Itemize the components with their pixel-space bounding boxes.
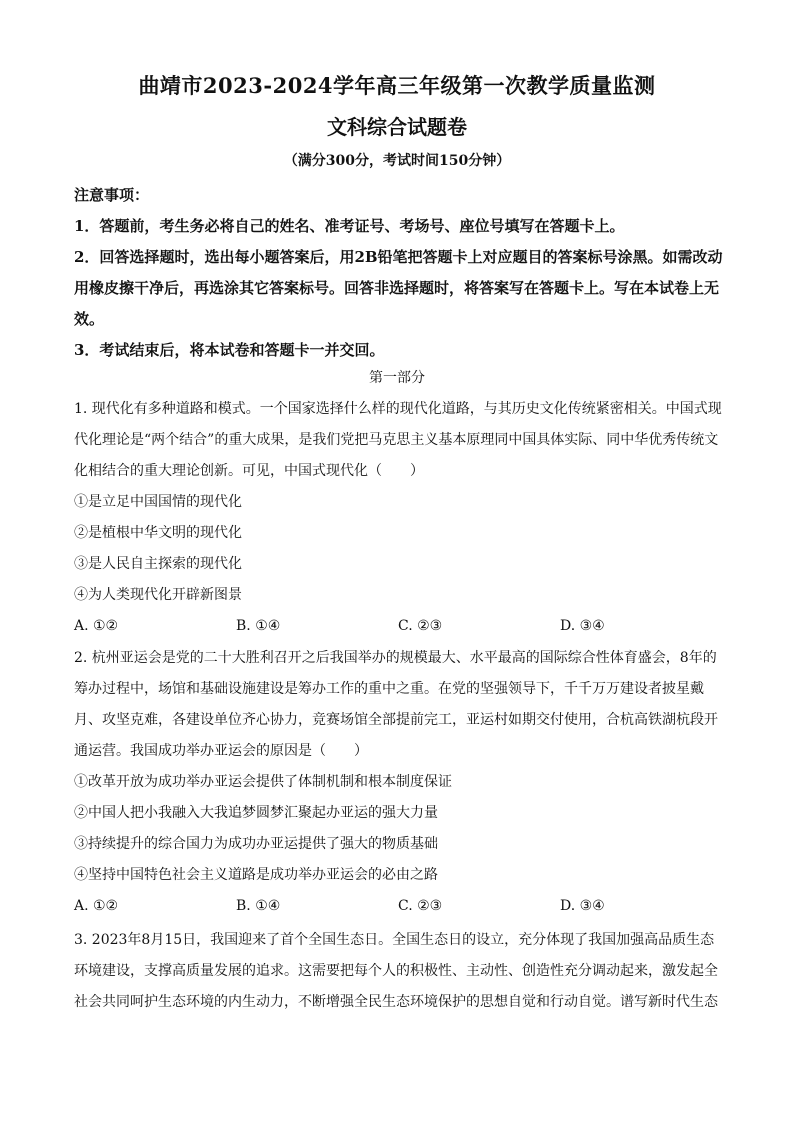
question-2-statement-3: ③持续提升的综合国力为成功办亚运提供了强大的物质基础 — [74, 836, 438, 852]
notice-heading: 注意事项： — [74, 186, 150, 204]
exam-subtitle: 文科综合试题卷 — [327, 115, 467, 139]
question-1-statement-3: ③是人民自主探索的现代化 — [74, 556, 242, 572]
part-title: 第一部分 — [369, 370, 425, 386]
question-2-options — [74, 891, 724, 922]
question-1-statement-1: ①是立足中国国情的现代化 — [74, 494, 242, 510]
question-1 — [74, 394, 724, 642]
score-time-note: （满分300分，考试时间150分钟） — [283, 153, 511, 169]
question-3-stem: 3. 2023年8月15日，我国迎来了首个全国生态日。全国生态日的设立，充分体现了我国加强高品质生态环境建设，支撑高质量发展的追求。这需要把每个人的积极性、主动性、创造性充分调动起来，激发起全社会共同呵护生态环境的内生动力，不断增强全民生态环境保护的思想自觉和行动自觉。谱写新时代生态 — [74, 932, 718, 1010]
exam-title: 曲靖市2023-2024学年高三年级第一次教学质量监测 — [138, 73, 656, 98]
notice-item-1: 1．答题前，考生务必将自己的姓名、准考证号、考场号、座位号填写在答题卡上。 — [74, 217, 625, 235]
question-1-options — [74, 611, 724, 642]
question-2-option-b: B. ①④ — [236, 898, 281, 914]
question-2 — [74, 643, 724, 922]
question-1-option-a: A. ①② — [74, 618, 119, 634]
question-2-option-d: D. ③④ — [560, 898, 605, 914]
question-3 — [74, 925, 724, 1018]
question-2-statement-1: ①改革开放为成功举办亚运会提供了体制机制和根本制度保证 — [74, 774, 452, 790]
question-1-statement-2: ②是植根中华文明的现代化 — [74, 525, 242, 541]
question-2-statement-4: ④坚持中国特色社会主义道路是成功举办亚运会的必由之路 — [74, 867, 438, 883]
notice-section — [74, 180, 724, 366]
question-1-option-b: B. ①④ — [236, 618, 281, 634]
question-1-option-d: D. ③④ — [560, 618, 605, 634]
question-1-statement-4: ④为人类现代化开辟新图景 — [74, 587, 242, 603]
question-2-stem: 2. 杭州亚运会是党的二十大胜利召开之后我国举办的规模最大、水平最高的国际综合性体育盛会，8年的筹办过程中，场馆和基础设施建设是筹办工作的重中之重。在党的坚强领导下，千千万万建设者披星戴月、攻坚克难，各建设单位齐心协力，竞赛场馆全部提前完工，亚运村如期交付使用，合杭高铁湖杭段开通运营。我国成功举办亚运会的原因是（ ） — [74, 650, 718, 759]
question-2-option-c: C. ②③ — [398, 898, 443, 914]
question-1-option-c: C. ②③ — [398, 618, 443, 634]
question-1-stem: 1. 现代化有多种道路和模式。一个国家选择什么样的现代化道路，与其历史文化传统紧密相关。中国式现代化理论是“两个结合”的重大成果，是我们党把马克思主义基本原理同中国具体实际、同中华优秀传统文化相结合的重大理论创新。可见，中国式现代化（ ） — [74, 401, 722, 479]
notice-item-3: 3．考试结束后，将本试卷和答题卡一并交回。 — [74, 341, 385, 359]
notice-item-2: 2．回答选择题时，选出每小题答案后，用2B铅笔把答题卡上对应题目的答案标号涂黑。如需改动用橡皮擦干净后，再选涂其它答案标号。回答非选择题时，将答案写在答题卡上。写在本试卷上无效。 — [74, 248, 723, 328]
question-2-option-a: A. ①② — [74, 898, 119, 914]
question-2-statement-2: ②中国人把小我融入大我追梦圆梦汇聚起办亚运的强大力量 — [74, 805, 438, 821]
